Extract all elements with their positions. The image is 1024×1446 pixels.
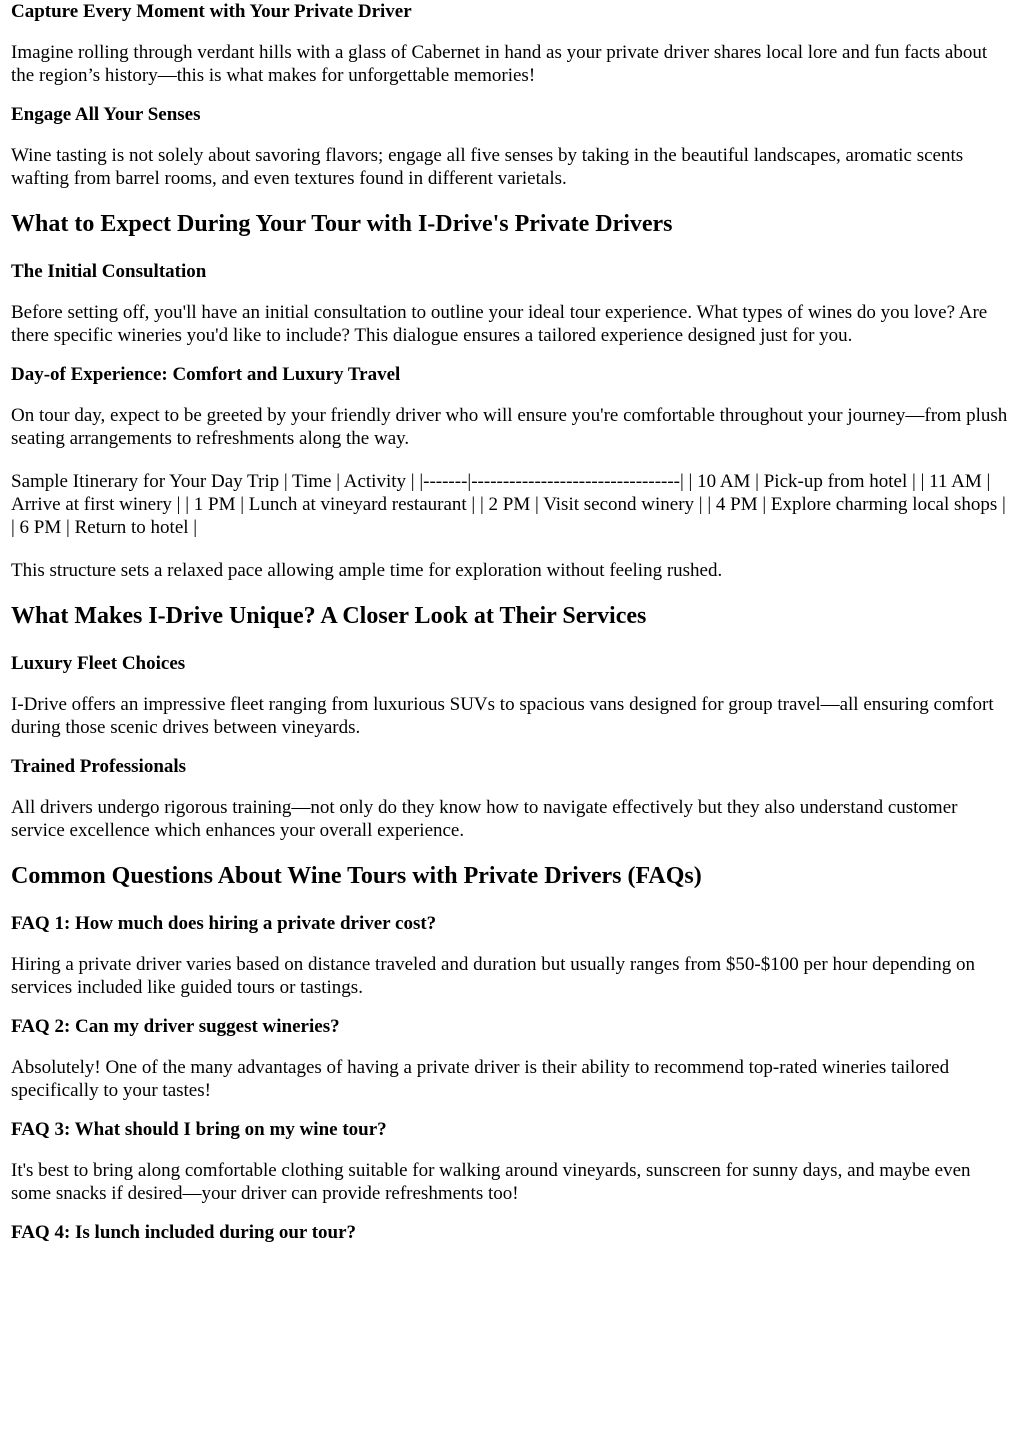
section-title-unique: What Makes I-Drive Unique? A Closer Look at Their Services <box>11 603 647 629</box>
section-heading-consultation: The Initial Consultation <box>11 261 207 282</box>
paragraph-dayof: On tour day, expect to be greeted by your friendly driver who will ensure you're comfortable throughout your journey—from plush seating arrangements to refreshments along the way. <box>11 405 1008 449</box>
section-heading-dayof: Day-of Experience: Comfort and Luxury Travel <box>11 364 401 385</box>
faq-question: FAQ 4: Is lunch included during our tour? <box>11 1222 357 1243</box>
paragraph-structure: This structure sets a relaxed pace allowing ample time for exploration without feeling rushed. <box>11 560 723 581</box>
faq-answer: Absolutely! One of the many advantages of having a private driver is their ability to recommend top-rated wineries tailored specifically to your tastes! <box>11 1057 950 1101</box>
section-heading-fleet: Luxury Fleet Choices <box>11 653 186 674</box>
section-title-expect: What to Expect During Your Tour with I-Drive's Private Drivers <box>11 211 673 237</box>
paragraph-itinerary: Sample Itinerary for Your Day Trip | Time | Activity | |-------|---------------------------------| | 10 AM | Pick-up from hotel | | 11 AM | Arrive at first winery | | 1 PM | Lunch at vineyard restaurant | | 2 PM | Visit second winery | | 4 PM | Explore charming local shops | | 6 PM | Return to hotel | <box>11 471 1006 538</box>
section-heading-senses: Engage All Your Senses <box>11 104 201 125</box>
faq-question: FAQ 3: What should I bring on my wine tour? <box>11 1119 387 1140</box>
section-title-faqs: Common Questions About Wine Tours with Private Drivers (FAQs) <box>11 863 702 889</box>
paragraph-senses: Wine tasting is not solely about savoring flavors; engage all five senses by taking in the beautiful landscapes, aromatic scents wafting from barrel rooms, and even textures found in different varietals. <box>11 145 964 189</box>
faq-answer: It's best to bring along comfortable clothing suitable for walking around vineyards, sunscreen for sunny days, and maybe even some snacks if desired—your driver can provide refreshments too! <box>11 1160 971 1204</box>
faq-question: FAQ 1: How much does hiring a private driver cost? <box>11 913 437 934</box>
faq-question: FAQ 2: Can my driver suggest wineries? <box>11 1016 340 1037</box>
faq-answer: Hiring a private driver varies based on distance traveled and duration but usually ranges from $50-$100 per hour depending on services included like guided tours or tastings. <box>11 954 975 998</box>
paragraph-capture: Imagine rolling through verdant hills with a glass of Cabernet in hand as your private driver shares local lore and fun facts about the region’s history—this is what makes for unforgettable memories! <box>11 42 988 86</box>
paragraph-fleet: I-Drive offers an impressive fleet ranging from luxurious SUVs to spacious vans designed for group travel—all ensuring comfort during those scenic drives between vineyards. <box>11 694 994 738</box>
paragraph-consultation: Before setting off, you'll have an initial consultation to outline your ideal tour experience. What types of wines do you love? Are there specific wineries you'd like to include? This dialogue ensures a tailored experience designed just for you. <box>11 302 988 346</box>
section-heading-trained: Trained Professionals <box>11 756 187 777</box>
section-heading-capture: Capture Every Moment with Your Private Driver <box>11 1 412 22</box>
paragraph-trained: All drivers undergo rigorous training—not only do they know how to navigate effectively but they also understand customer service excellence which enhances your overall experience. <box>11 797 958 841</box>
